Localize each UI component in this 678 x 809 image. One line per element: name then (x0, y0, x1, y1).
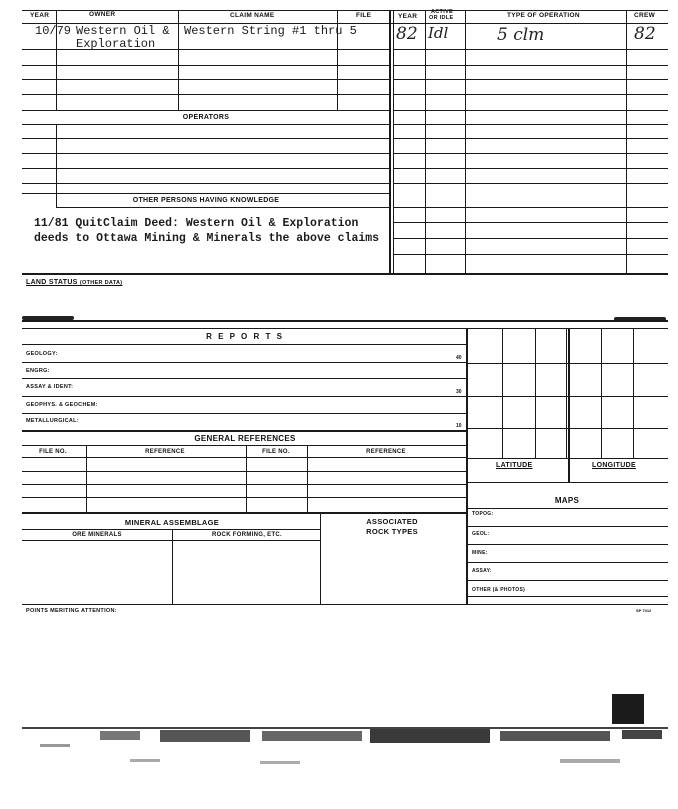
rock-forming-header: ROCK FORMING, ETC. (211, 532, 283, 538)
or-idle-header: OR IDLE (429, 15, 454, 21)
associated-rock-types-1: ASSOCIATED (366, 517, 418, 526)
report-geology-num: 40 (456, 355, 462, 361)
operation-year: 82 (396, 24, 418, 44)
general-references-heading: GENERAL REFERENCES (194, 434, 296, 443)
operation-status: Idl (428, 24, 449, 42)
report-geophys: GEOPHYS. & GEOCHEM: (26, 402, 98, 408)
maps-other: OTHER (& PHOTOS) (472, 587, 526, 593)
claim-name-value: Western String #1 thru 5 (184, 24, 357, 38)
maps-geol: GEOL: (472, 531, 490, 537)
active-header: ACTIVE (431, 9, 453, 15)
gr-reference-2: REFERENCE (366, 449, 406, 455)
year-header: YEAR (30, 12, 50, 19)
year2-header: YEAR (398, 13, 418, 20)
associated-rock-types-2: ROCK TYPES (366, 527, 418, 536)
file-header: FILE (356, 12, 372, 19)
longitude-label: LONGITUDE (592, 462, 636, 469)
report-metallurgical: METALLURGICAL: (26, 418, 79, 424)
maps-assay: ASSAY: (472, 568, 492, 574)
gr-file-no-2: FILE NO. (262, 449, 290, 455)
type-of-operation-header: TYPE OF OPERATION (507, 12, 580, 19)
owner-line2: Exploration (76, 37, 156, 51)
operators-heading: OPERATORS (182, 114, 230, 121)
owner-line1: Western Oil & (76, 24, 170, 38)
claim-name-header: CLAIM NAME (230, 12, 275, 19)
reports-heading: R E P O R T S (206, 332, 284, 341)
operation-type: 5 clm (497, 25, 545, 45)
report-assay-num: 30 (456, 389, 462, 395)
report-metallurgical-num: 10 (456, 423, 462, 429)
maps-heading: MAPS (554, 496, 580, 505)
land-status-label: LAND STATUS (OTHER DATA) (26, 279, 123, 286)
ownership-year: 10/79 (35, 24, 72, 38)
report-assay: ASSAY & IDENT: (26, 384, 74, 390)
ore-minerals-header: ORE MINERALS (72, 532, 122, 538)
crew-header: CREW (634, 12, 656, 19)
knowledge-line1: 11/81 QuitClaim Deed: Western Oil & Exploration (34, 217, 359, 230)
latitude-label: LATITUDE (496, 462, 533, 469)
knowledge-line2: deeds to Ottawa Mining & Minerals the above claims (34, 232, 380, 245)
operation-crew: 82 (634, 24, 656, 44)
gr-reference-1: REFERENCE (145, 449, 185, 455)
report-engrg: ENGRG: (26, 368, 50, 374)
points-meriting-attention-label: POINTS MERITING ATTENTION: (26, 608, 117, 614)
maps-topog: TOPOG: (472, 511, 494, 517)
form-number: SP 7012 (636, 608, 652, 613)
report-geology: GEOLOGY: (26, 351, 58, 357)
owner-header: OWNER (89, 11, 116, 18)
other-persons-heading: OTHER PERSONS HAVING KNOWLEDGE (132, 197, 280, 204)
mineral-assemblage-heading: MINERAL ASSEMBLAGE (124, 518, 220, 527)
maps-mine: MINE: (472, 550, 488, 556)
gr-file-no-1: FILE NO. (39, 449, 67, 455)
